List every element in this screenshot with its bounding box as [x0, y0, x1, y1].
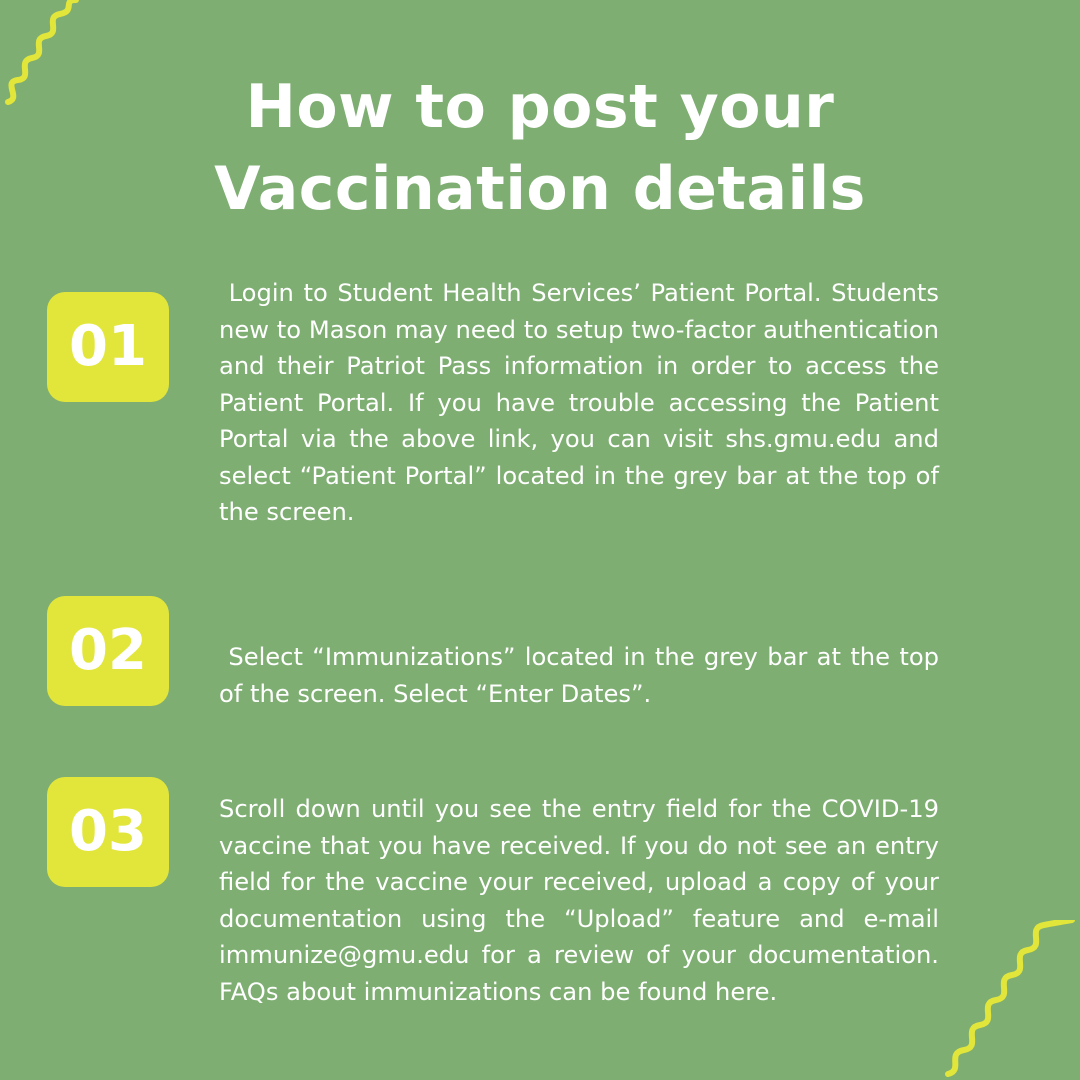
step-03-instructions: Scroll down until you see the entry field for the COVID-19 vaccine that you have received. If you do not see an entry field for the vaccine your received, upload a copy of your documentation using the “Upload” feature and e-mail immunize@gmu.edu for a review of your documentation. FAQs about immunizations can be found here. — [219, 795, 947, 1006]
step-01-instructions: Login to Student Health Services’ Patient Portal. Students new to Mason may need to setup two-factor authentication and their Patriot Pass information in order to access the Patient Portal. If you have trouble accessing the Patient Portal via the above link, you can visit shs.gmu.edu and select “Patient Portal” located in the grey bar at the top of the screen. — [219, 279, 947, 526]
step-01-number-badge: 01 — [47, 292, 169, 402]
step-02-number-badge: 02 — [47, 596, 169, 706]
step-03-number-badge: 03 — [47, 777, 169, 887]
bottom-right-squiggle-decoration — [940, 920, 1080, 1080]
step-02-instructions: Select “Immunizations” located in the grey bar at the top of the screen. Select “Enter Dates”. — [219, 643, 947, 708]
page-title: How to post your Vaccination details — [214, 72, 866, 224]
